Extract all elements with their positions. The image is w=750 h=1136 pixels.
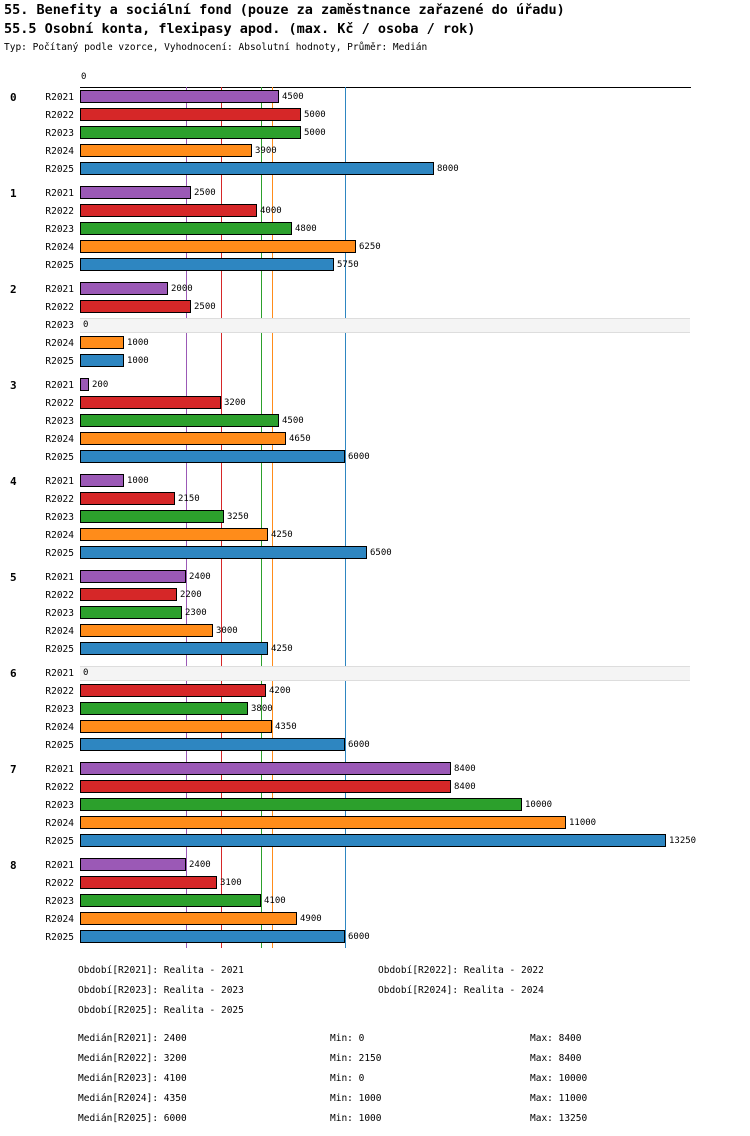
legend-min: Min: 0 [330,1073,365,1084]
bar-value-label: 3900 [255,146,277,156]
bar-R2024 [80,528,268,541]
empty-row-background [80,666,690,681]
row-label-R2022: R2022 [45,686,74,697]
bar-R2021 [80,762,451,775]
bar-R2025 [80,354,124,367]
row-label-R2021: R2021 [45,572,74,583]
bar-value-label: 5750 [337,260,359,270]
row-label-R2024: R2024 [45,242,74,253]
row-label-R2025: R2025 [45,836,74,847]
bar-R2025 [80,258,334,271]
group-label: 8 [10,859,17,872]
bar-value-label: 1000 [127,338,149,348]
bar-R2023 [80,222,292,235]
group-label: 3 [10,379,17,392]
row-label-R2024: R2024 [45,434,74,445]
bar-value-label: 11000 [569,818,597,828]
legend-median: Medián[R2021]: 2400 [78,1033,187,1044]
bar-R2023 [80,414,279,427]
legend-max: Max: 8400 [530,1053,582,1064]
group-label: 4 [10,475,17,488]
bar-value-label: 6250 [359,242,381,252]
bar-value-label: 3200 [224,398,246,408]
bar-value-label: 3000 [216,626,238,636]
row-label-R2022: R2022 [45,494,74,505]
bar-R2025 [80,738,345,751]
row-label-R2022: R2022 [45,206,74,217]
row-label-R2025: R2025 [45,932,74,943]
bar-value-label: 3100 [220,878,242,888]
bar-R2021 [80,186,191,199]
bar-value-label: 2150 [178,494,200,504]
bar-R2024 [80,912,297,925]
bar-value-label: 2000 [171,284,193,294]
bar-value-label: 13250 [669,836,697,846]
bar-R2021 [80,378,89,391]
row-label-R2021: R2021 [45,476,74,487]
bar-R2025 [80,450,345,463]
bar-value-label: 6000 [348,932,370,942]
bar-R2022 [80,780,451,793]
legend-max: Max: 8400 [530,1033,582,1044]
row-label-R2023: R2023 [45,704,74,715]
legend-min: Min: 2150 [330,1053,382,1064]
bar-value-label: 4250 [271,644,293,654]
group-label: 6 [10,667,17,680]
row-label-R2022: R2022 [45,398,74,409]
legend-min: Min: 1000 [330,1113,382,1124]
bar-value-label: 3800 [251,704,273,714]
bar-R2024 [80,144,252,157]
bar-R2024 [80,336,124,349]
chart-plot-area [0,60,750,960]
legend-max: Max: 13250 [530,1113,588,1124]
bar-R2025 [80,834,666,847]
legend-min: Min: 0 [330,1033,365,1044]
bar-R2022 [80,108,301,121]
row-label-R2025: R2025 [45,740,74,751]
row-label-R2024: R2024 [45,914,74,925]
bar-value-label: 6000 [348,452,370,462]
row-label-R2022: R2022 [45,782,74,793]
row-label-R2021: R2021 [45,380,74,391]
bar-value-label: 8400 [454,782,476,792]
bar-value-label: 2200 [180,590,202,600]
bar-R2023 [80,510,224,523]
row-label-R2024: R2024 [45,338,74,349]
bar-value-label: 10000 [525,800,553,810]
legend-entry: Období[R2024]: Realita - 2024 [378,985,544,996]
bar-R2021 [80,858,186,871]
bar-value-label: 6000 [348,740,370,750]
bar-R2024 [80,816,566,829]
bar-R2021 [80,570,186,583]
bar-R2023 [80,798,522,811]
row-label-R2023: R2023 [45,416,74,427]
row-label-R2025: R2025 [45,452,74,463]
bar-value-label: 2500 [194,188,216,198]
bar-R2024 [80,432,286,445]
legend-median: Medián[R2024]: 4350 [78,1093,187,1104]
legend-entry: Období[R2025]: Realita - 2025 [78,1005,244,1016]
bar-R2024 [80,720,272,733]
bar-R2025 [80,930,345,943]
row-label-R2023: R2023 [45,896,74,907]
row-label-R2021: R2021 [45,284,74,295]
row-label-R2022: R2022 [45,110,74,121]
group-label: 2 [10,283,17,296]
chart-title-line1: 55. Benefity a sociální fond (pouze za zaměstnance zařazené do úřadu) [4,2,565,18]
bar-R2022 [80,204,257,217]
bar-value-label: 4800 [295,224,317,234]
bar-R2022 [80,588,177,601]
bar-value-label: 1000 [127,476,149,486]
bar-R2022 [80,396,221,409]
bar-R2024 [80,240,356,253]
bar-value-label: 4100 [264,896,286,906]
bar-value-label: 4350 [275,722,297,732]
row-label-R2022: R2022 [45,590,74,601]
x-axis-tick-0: 0 [81,72,87,82]
bar-value-label: 2400 [189,860,211,870]
legend-entry: Období[R2021]: Realita - 2021 [78,965,244,976]
bar-value-label: 4650 [289,434,311,444]
row-label-R2023: R2023 [45,800,74,811]
row-label-R2023: R2023 [45,608,74,619]
row-label-R2024: R2024 [45,530,74,541]
legend-median: Medián[R2025]: 6000 [78,1113,187,1124]
group-label: 1 [10,187,17,200]
chart-subtitle: Typ: Počítaný podle vzorce, Vyhodnocení: Absolutní hodnoty, Průměr: Medián [4,42,428,53]
bar-value-label: 0 [83,320,89,330]
bar-value-label: 4200 [269,686,291,696]
bar-value-label: 5000 [304,128,326,138]
bar-value-label: 4250 [271,530,293,540]
bar-R2025 [80,162,434,175]
bar-value-label: 0 [83,668,89,678]
bar-value-label: 4500 [282,416,304,426]
x-axis-line [80,87,691,88]
row-label-R2025: R2025 [45,548,74,559]
bar-value-label: 4500 [282,92,304,102]
bar-value-label: 1000 [127,356,149,366]
row-label-R2024: R2024 [45,722,74,733]
bar-value-label: 2500 [194,302,216,312]
bar-R2023 [80,126,301,139]
legend-entry: Období[R2022]: Realita - 2022 [378,965,544,976]
legend-max: Max: 11000 [530,1093,588,1104]
row-label-R2023: R2023 [45,512,74,523]
bar-value-label: 5000 [304,110,326,120]
legend-median: Medián[R2023]: 4100 [78,1073,187,1084]
bar-R2023 [80,606,182,619]
row-label-R2022: R2022 [45,878,74,889]
bar-R2022 [80,876,217,889]
group-label: 5 [10,571,17,584]
row-label-R2023: R2023 [45,224,74,235]
row-label-R2021: R2021 [45,764,74,775]
legend-entry: Období[R2023]: Realita - 2023 [78,985,244,996]
bar-value-label: 200 [92,380,109,390]
bar-value-label: 4900 [300,914,322,924]
row-label-R2025: R2025 [45,356,74,367]
row-label-R2023: R2023 [45,128,74,139]
row-label-R2025: R2025 [45,260,74,271]
bar-value-label: 2400 [189,572,211,582]
empty-row-background [80,318,690,333]
bar-value-label: 8400 [454,764,476,774]
chart-title-line2: 55.5 Osobní konta, flexipasy apod. (max. Kč / osoba / rok) [4,21,476,37]
bar-value-label: 4000 [260,206,282,216]
row-label-R2021: R2021 [45,668,74,679]
bar-value-label: 8000 [437,164,459,174]
group-label: 0 [10,91,17,104]
bar-R2022 [80,492,175,505]
row-label-R2024: R2024 [45,146,74,157]
bar-R2022 [80,684,266,697]
bar-value-label: 6500 [370,548,392,558]
bar-R2022 [80,300,191,313]
bar-R2021 [80,90,279,103]
row-label-R2024: R2024 [45,818,74,829]
legend-max: Max: 10000 [530,1073,588,1084]
bar-R2023 [80,702,248,715]
row-label-R2025: R2025 [45,164,74,175]
row-label-R2022: R2022 [45,302,74,313]
row-label-R2023: R2023 [45,320,74,331]
bar-R2021 [80,282,168,295]
legend-median: Medián[R2022]: 3200 [78,1053,187,1064]
bar-value-label: 3250 [227,512,249,522]
bar-R2025 [80,642,268,655]
bar-R2025 [80,546,367,559]
row-label-R2025: R2025 [45,644,74,655]
group-label: 7 [10,763,17,776]
bar-R2023 [80,894,261,907]
row-label-R2021: R2021 [45,860,74,871]
row-label-R2021: R2021 [45,92,74,103]
bar-R2021 [80,474,124,487]
row-label-R2021: R2021 [45,188,74,199]
bar-R2024 [80,624,213,637]
bar-value-label: 2300 [185,608,207,618]
legend-min: Min: 1000 [330,1093,382,1104]
row-label-R2024: R2024 [45,626,74,637]
